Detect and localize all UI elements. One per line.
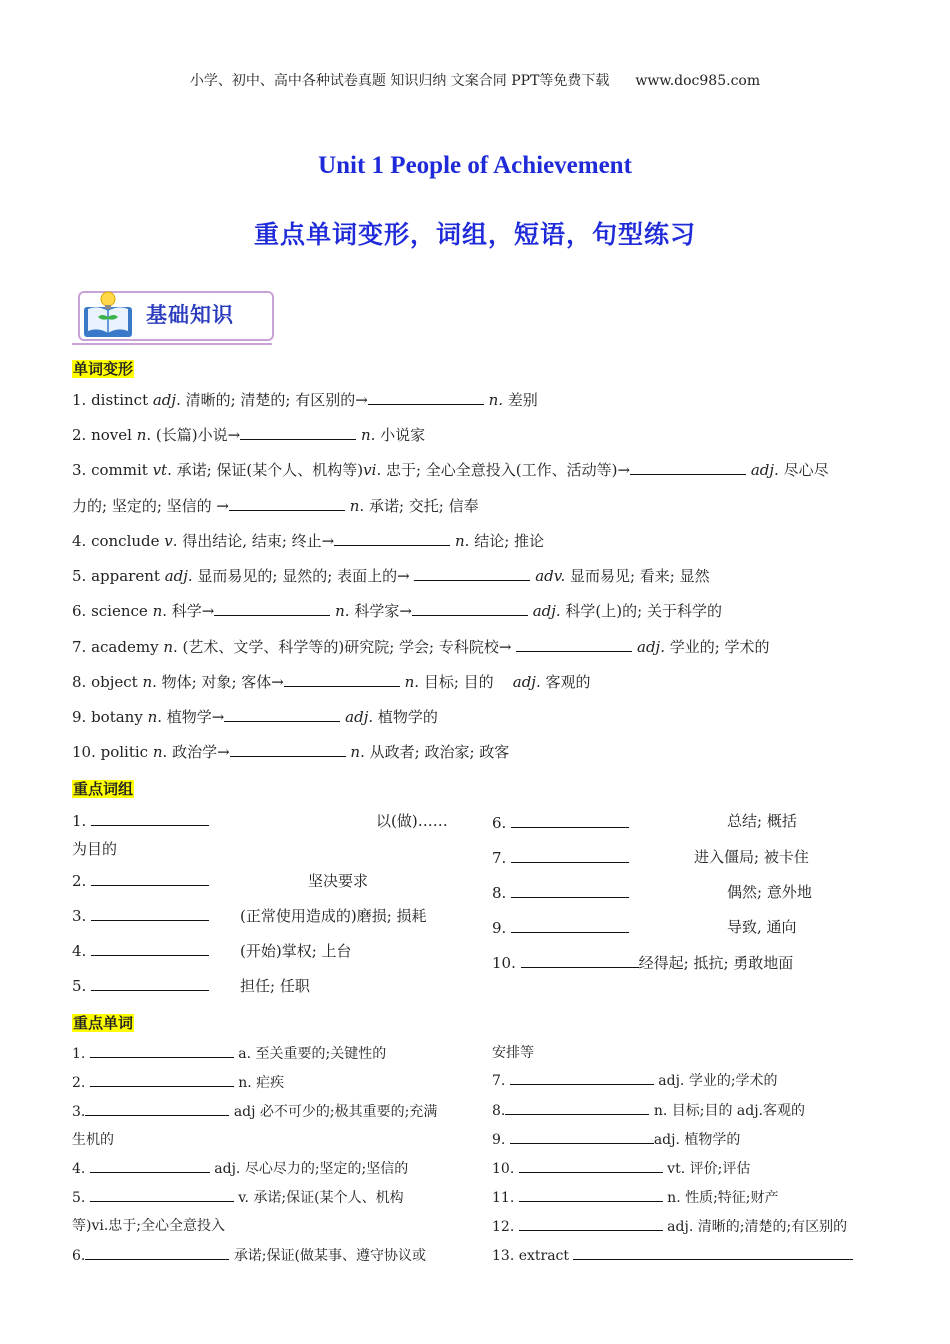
answer-blank[interactable]: [91, 811, 209, 826]
list-item: 1. a. 至关重要的;关键性的: [72, 1043, 386, 1064]
list-item: 2. novel n. (长篇)小说→ n. 小说家: [72, 426, 426, 444]
answer-blank[interactable]: [91, 976, 209, 991]
list-item: 13. extract: [492, 1245, 853, 1266]
answer-blank[interactable]: [368, 390, 484, 405]
answer-blank[interactable]: [230, 742, 346, 757]
section-heading-label: 重点单词: [73, 1014, 134, 1032]
answer-blank[interactable]: [90, 1158, 210, 1173]
answer-blank[interactable]: [414, 566, 530, 581]
item-meaning: (正常使用造成的)磨损; 损耗: [240, 907, 427, 925]
item-meaning: 偶然; 意外地: [727, 883, 812, 901]
item-meaning: 进入僵局; 被卡住: [694, 848, 809, 866]
answer-blank[interactable]: [630, 460, 746, 475]
answer-blank[interactable]: [519, 1158, 663, 1173]
list-item: 11. n. 性质;特征;财产: [492, 1187, 779, 1208]
answer-blank[interactable]: [505, 1100, 649, 1115]
list-item: 10. 经得起; 抵抗; 勇敢地面: [492, 954, 794, 972]
section-heading: [72, 778, 134, 799]
item-meaning: 坚决要求: [308, 872, 369, 890]
answer-blank[interactable]: [511, 848, 629, 863]
list-item: 5. v. 承诺;保证(某个人、机构: [72, 1187, 404, 1208]
list-item: 1.: [72, 811, 209, 831]
section-banner: [72, 285, 272, 347]
list-item: 6. 承诺;保证(做某事、遵守协议或: [72, 1245, 426, 1266]
list-item: 10. politic n. 政治学→ n. 从政者; 政治家; 政客: [72, 743, 510, 761]
item-meaning: 等)vi.忠于;全心全意投入: [72, 1218, 226, 1234]
answer-blank[interactable]: [91, 871, 209, 886]
answer-blank[interactable]: [511, 883, 629, 898]
list-item: 9.: [492, 918, 629, 938]
answer-blank[interactable]: [334, 531, 450, 546]
answer-blank[interactable]: [519, 1187, 663, 1202]
item-meaning: 总结; 概括: [727, 812, 797, 830]
section-heading: [72, 358, 134, 379]
list-item: 8. n. 目标;目的 adj.客观的: [492, 1100, 805, 1121]
item-meaning: 经得起; 抵抗; 勇敢地面: [638, 954, 794, 972]
answer-blank[interactable]: [229, 496, 345, 511]
list-item: 6.: [492, 813, 629, 833]
answer-blank[interactable]: [85, 1245, 229, 1260]
list-item: 7. academy n. (艺术、文学、科学等的)研究院; 学会; 专科院校→ adj. 学业的; 学术的: [72, 638, 770, 656]
answer-blank[interactable]: [516, 637, 632, 652]
answer-blank[interactable]: [90, 1043, 234, 1058]
list-item: 6. science n. 科学→ n. 科学家→ adj. 科学(上)的; 关于科学的: [72, 602, 722, 620]
list-item: 9. adj. 植物学的: [492, 1129, 740, 1150]
banner-label: 基础知识: [146, 303, 234, 327]
item-meaning: (开始)掌权; 上台: [240, 942, 352, 960]
list-item: 3.: [72, 906, 209, 926]
list-item: 3. adj 必不可少的;极其重要的;充满: [72, 1101, 437, 1122]
list-item: 9. botany n. 植物学→ adj. 植物学的: [72, 708, 438, 726]
answer-blank[interactable]: [521, 953, 639, 968]
list-item: 4. conclude v. 得出结论, 结束; 终止→ n. 结论; 推论: [72, 532, 545, 550]
answer-blank[interactable]: [90, 1187, 234, 1202]
answer-blank[interactable]: [214, 601, 330, 616]
answer-blank[interactable]: [90, 1072, 234, 1087]
list-item: 5. apparent adj. 显而易见的; 显然的; 表面上的→ adv. 显而易见; 看来; 显然: [72, 567, 710, 585]
list-item: 1. distinct adj. 清晰的; 清楚的; 有区别的→ n. 差别: [72, 391, 538, 409]
list-item: 5.: [72, 976, 209, 996]
list-item: 10. vt. 评价;评估: [492, 1158, 750, 1179]
list-item: 12. adj. 清晰的;清楚的;有区别的: [492, 1216, 847, 1237]
list-item: 7. adj. 学业的;学术的: [492, 1070, 778, 1091]
list-item: 力的; 坚定的; 坚信的 → n. 承诺; 交托; 信奉: [72, 497, 479, 515]
answer-blank[interactable]: [511, 918, 629, 933]
answer-blank[interactable]: [284, 672, 400, 687]
answer-blank[interactable]: [519, 1216, 663, 1231]
answer-blank[interactable]: [510, 1070, 654, 1085]
answer-blank[interactable]: [573, 1245, 853, 1260]
section-heading: [72, 1012, 134, 1033]
answer-blank[interactable]: [510, 1129, 654, 1144]
answer-blank[interactable]: [240, 425, 356, 440]
list-item: 2. n. 疟疾: [72, 1072, 284, 1093]
section-heading-label: 重点词组: [73, 780, 134, 798]
item-meaning: 安排等: [492, 1045, 534, 1061]
answer-blank[interactable]: [511, 813, 629, 828]
answer-blank[interactable]: [412, 601, 528, 616]
item-meaning: 生机的: [72, 1132, 114, 1148]
list-item: 4. adj. 尽心尽力的;坚定的;坚信的: [72, 1158, 408, 1179]
list-item: 7.: [492, 848, 629, 868]
section-heading-label: 单词变形: [73, 360, 134, 378]
answer-blank[interactable]: [91, 941, 209, 956]
item-meaning: 导致, 通向: [727, 918, 797, 936]
answer-blank[interactable]: [85, 1101, 229, 1116]
answer-blank[interactable]: [91, 906, 209, 921]
item-meaning: 为目的: [72, 840, 118, 858]
header-text: 小学、初中、高中各种试卷真题 知识归纳 文案合同 PPT等免费下载: [189, 73, 610, 89]
book-lightbulb-icon: [80, 287, 136, 343]
page-subtitle: 重点单词变形，词组，短语，句型练习: [253, 222, 696, 249]
answer-blank[interactable]: [224, 707, 340, 722]
list-item: 3. commit vt. 承诺; 保证(某个人、机构等)vi. 忠于; 全心全意投入(工作、活动等)→ adj. 尽心尽: [72, 461, 829, 479]
list-item: 8. object n. 物体; 对象; 客体→ n. 目标; 目的 adj. 客观的: [72, 673, 591, 691]
header-url[interactable]: www.doc985.com: [635, 73, 761, 89]
page-title: Unit 1 People of Achievement: [318, 152, 632, 179]
item-meaning: 以(做)……: [376, 812, 448, 830]
page-header: [0, 70, 950, 90]
list-item: 8.: [492, 883, 629, 903]
item-meaning: 担任; 任职: [240, 977, 310, 995]
list-item: 4.: [72, 941, 209, 961]
list-item: 2.: [72, 871, 209, 891]
